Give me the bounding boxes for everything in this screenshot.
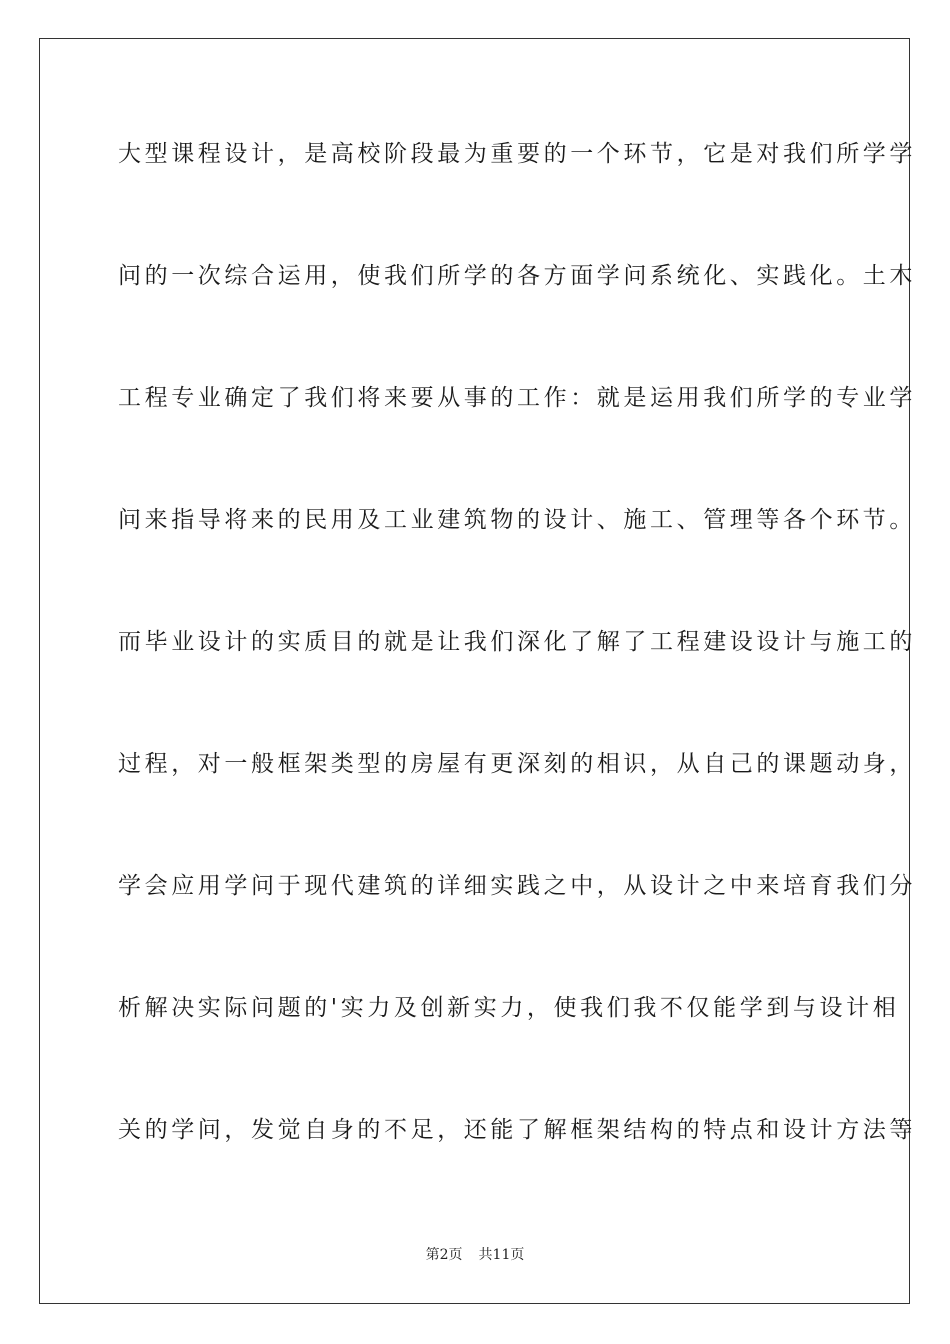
body-text — [118, 125, 916, 1223]
text-line: 析解决实际问题的'实力及创新实力，使我们我不仅能学到与设计相 — [118, 995, 900, 1021]
text-line: 大型课程设计，是高校阶段最为重要的一个环节，它是对我们所学学 — [118, 141, 916, 167]
page-footer — [0, 1244, 950, 1264]
text-line: 学会应用学问于现代建筑的详细实践之中，从设计之中来培育我们分 — [118, 873, 916, 899]
text-line: 问来指导将来的民用及工业建筑物的设计、施工、管理等各个环节。 — [118, 507, 916, 533]
text-line: 过程，对一般框架类型的房屋有更深刻的相识，从自己的课题动身， — [118, 751, 916, 777]
text-line: 问的一次综合运用，使我们所学的各方面学问系统化、实践化。土木 — [118, 263, 916, 289]
text-line: 关的学问，发觉自身的不足，还能了解框架结构的特点和设计方法等 — [118, 1117, 916, 1143]
page-number: 第2页 — [425, 1247, 463, 1263]
total-pages: 共11页 — [478, 1247, 525, 1263]
text-line: 而毕业设计的实质目的就是让我们深化了解了工程建设设计与施工的 — [118, 629, 916, 655]
text-line: 工程专业确定了我们将来要从事的工作：就是运用我们所学的专业学 — [118, 385, 916, 411]
